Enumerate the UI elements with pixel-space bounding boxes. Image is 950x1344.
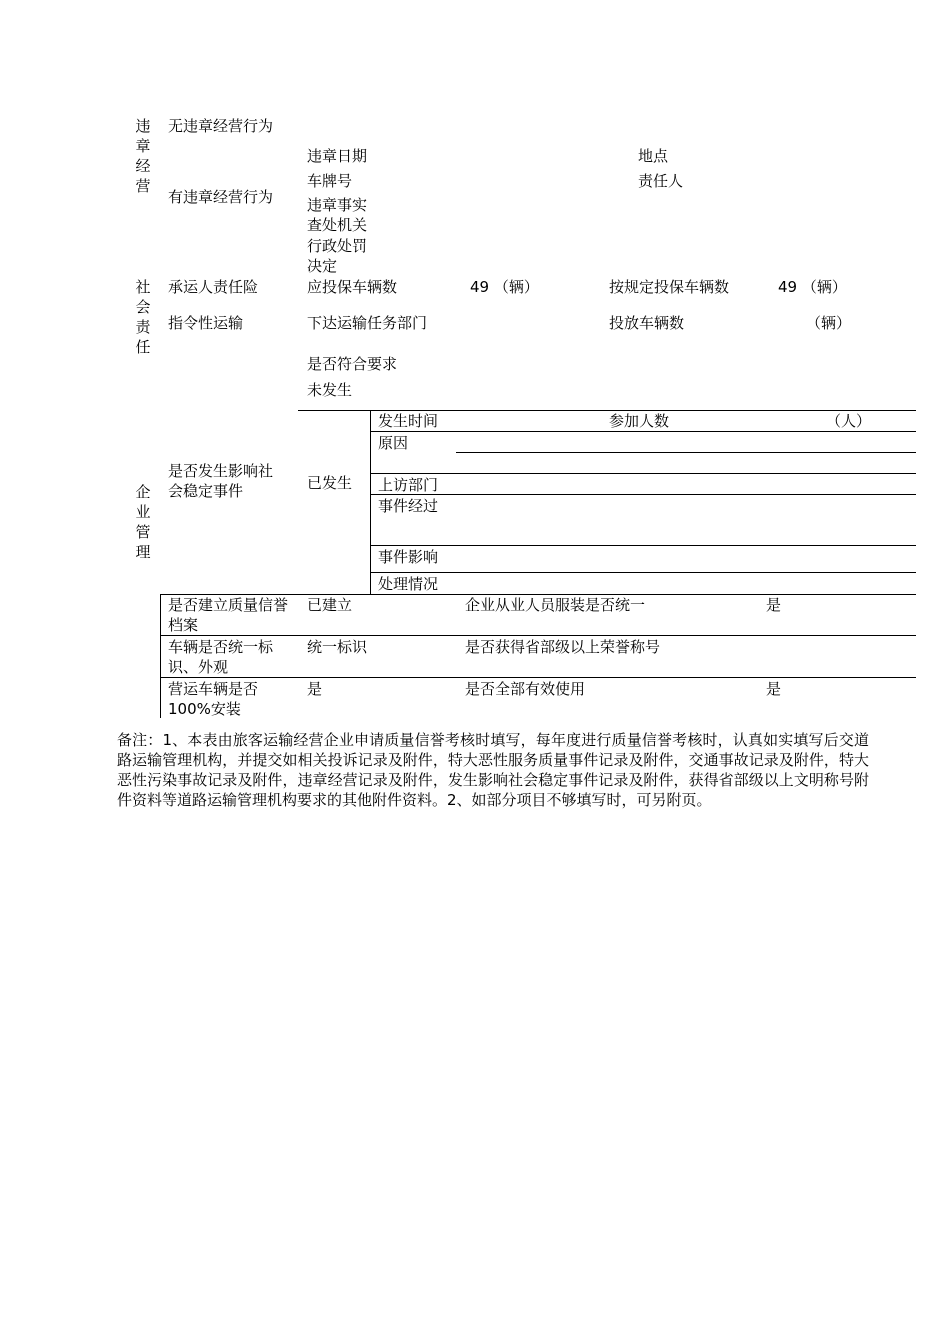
install-label: 营运车辆是否100%安装 — [168, 680, 259, 718]
insured-label: 按规定投保车辆数 — [609, 278, 730, 296]
section-violation: 违章经营 — [135, 117, 151, 195]
honor-label: 是否获得省部级以上荣誉称号 — [465, 638, 661, 656]
responsible-person-label: 责任人 — [638, 172, 684, 190]
vehicle-id-value: 统一标识 — [307, 638, 368, 656]
archive-value: 已建立 — [307, 596, 353, 614]
insured-value: 49 （辆） — [778, 278, 847, 296]
authority-label: 查处机关 — [307, 216, 368, 234]
rule-vehicle-id-bottom — [160, 677, 916, 678]
rule-time-bottom — [370, 431, 916, 432]
rule-event-bottom — [160, 594, 916, 595]
petition-dept-label: 上访部门 — [378, 476, 439, 494]
rule-happened-left — [370, 410, 371, 595]
should-insure-value: 49 （辆） — [470, 278, 539, 296]
remarks-note: 备注：1、本表由旅客运输经营企业申请质量信誉考核时填写，每年度进行质量信誉考核时，认真如实填写后交道路运输管理机构，并提交如相关投诉记录及附件，特大恶性服务质量事件记录及附件，交通事故记录及附件，特大恶性污染事故记录及附件，违章经营记录及附件，发生影响社会稳定事件记录及附件，获得省部级以上文明称号附件资料等道路运输管理机构要求的其他附件资料。2、如部分项目不够填写时，可另附页。 — [117, 731, 869, 809]
vehicle-id-label: 车辆是否统一标识、外观 — [168, 638, 274, 676]
comply-label: 是否符合要求 — [307, 355, 398, 373]
reason-label: 原因 — [378, 434, 409, 452]
rule-reason-bottom — [370, 473, 916, 474]
violation-place-label: 地点 — [638, 147, 669, 165]
participants-unit: （人） — [826, 412, 872, 430]
rule-archive-bottom — [160, 635, 916, 636]
directive-label: 指令性运输 — [168, 314, 244, 332]
section-social: 社会责任 — [135, 278, 151, 356]
process-label: 事件经过 — [378, 497, 439, 515]
rule-happened-top — [298, 410, 916, 411]
dept-label: 下达运输任务部门 — [307, 314, 428, 332]
event-time-label: 发生时间 — [378, 412, 439, 430]
plate-number-label: 车牌号 — [307, 172, 353, 190]
rule-reason-inner — [456, 452, 916, 453]
rule-process-bottom — [370, 545, 916, 546]
vehicles-unit: （辆） — [806, 314, 852, 332]
not-happened-label: 未发生 — [307, 381, 353, 399]
insurance-label: 承运人责任险 — [168, 278, 259, 296]
participants-label: 参加人数 — [609, 412, 670, 430]
should-insure-label: 应投保车辆数 — [307, 278, 398, 296]
install-value: 是 — [307, 680, 323, 698]
rule-petition-bottom — [370, 494, 916, 495]
rule-impact-bottom — [370, 572, 916, 573]
vehicles-label: 投放车辆数 — [609, 314, 685, 332]
no-violation-label: 无违章经营行为 — [168, 117, 274, 135]
has-violation-label: 有违章经营行为 — [168, 188, 274, 206]
rule-bottom-left — [160, 594, 161, 718]
valid-use-value: 是 — [766, 680, 782, 698]
uniform-value: 是 — [766, 596, 782, 614]
violation-date-label: 违章日期 — [307, 147, 368, 165]
penalty-label: 行政处罚决定 — [307, 237, 368, 275]
valid-use-label: 是否全部有效使用 — [465, 680, 586, 698]
section-management: 企业管理 — [135, 483, 151, 561]
archive-label: 是否建立质量信誉档案 — [168, 596, 289, 634]
impact-label: 事件影响 — [378, 548, 439, 566]
event-label: 是否发生影响社会稳定事件 — [168, 462, 274, 500]
happened-label: 已发生 — [307, 474, 353, 492]
handling-label: 处理情况 — [378, 575, 439, 593]
violation-facts-label: 违章事实 — [307, 196, 368, 214]
uniform-label: 企业从业人员服装是否统一 — [465, 596, 646, 614]
